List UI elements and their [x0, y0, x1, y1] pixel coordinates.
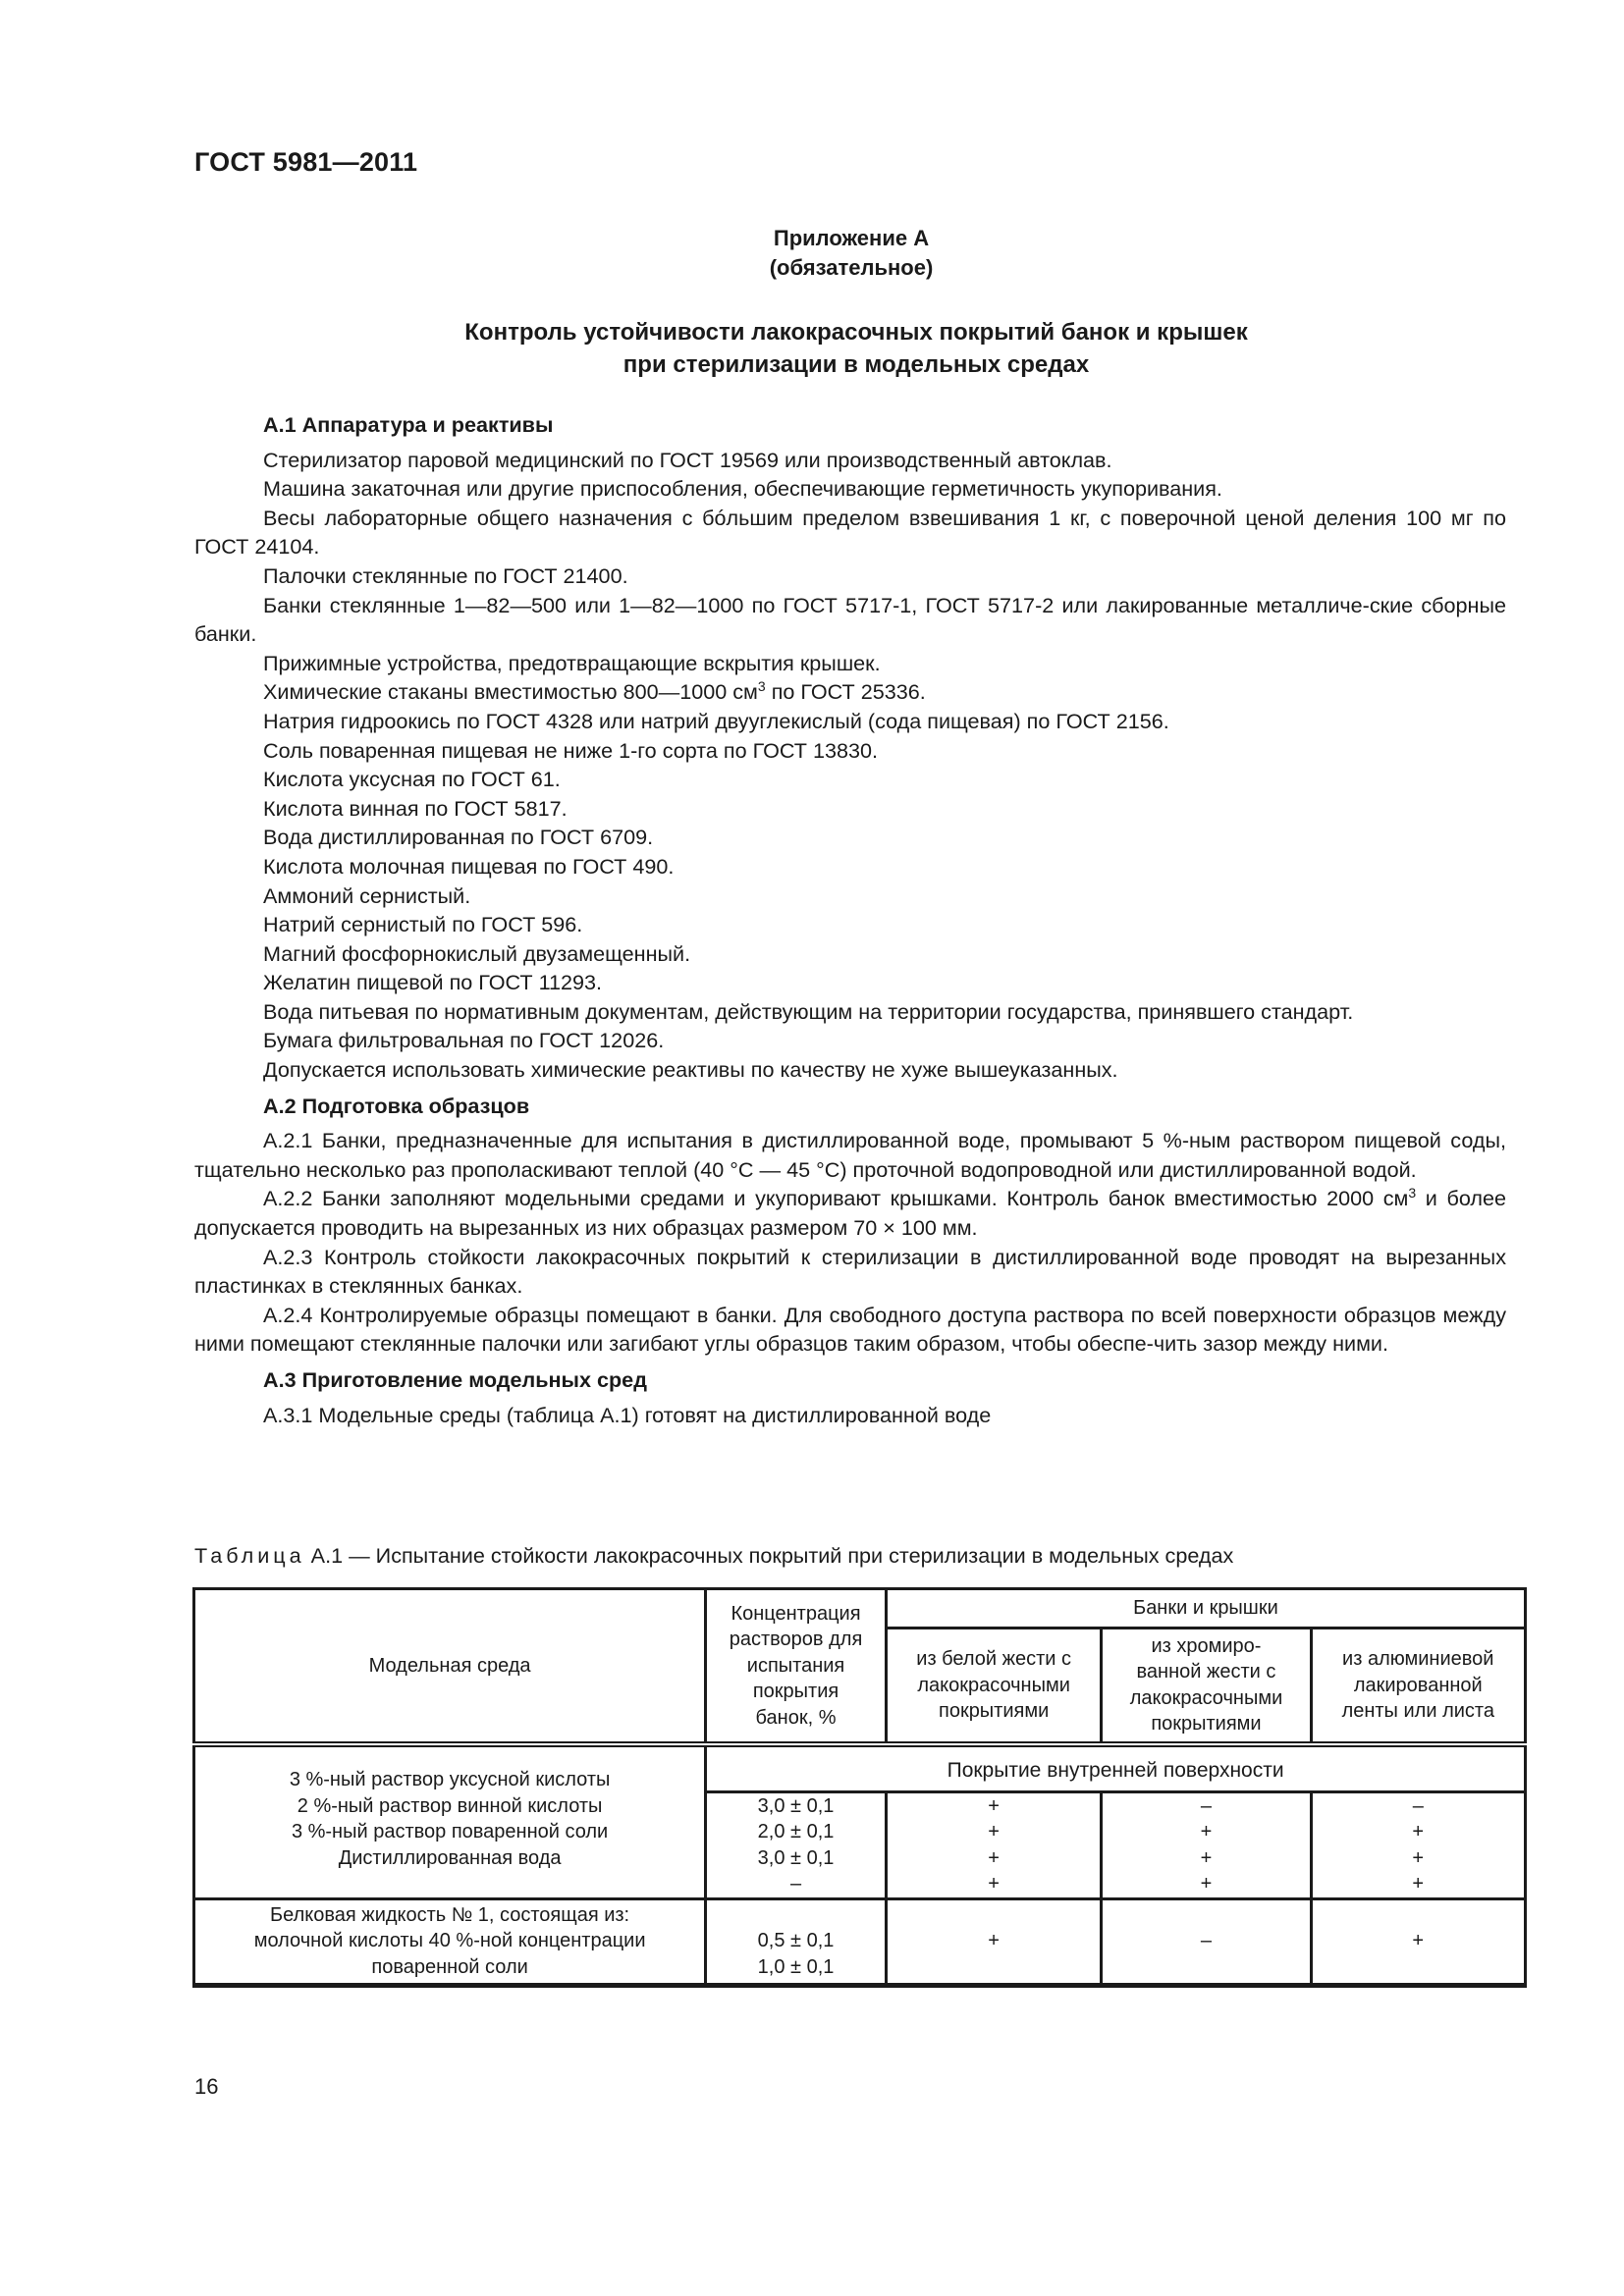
- table-span-row: [194, 1744, 1526, 1792]
- header-line: растворов для: [729, 1629, 863, 1650]
- table-cell: –: [789, 1873, 802, 1895]
- list-item: Вода дистиллированная по ГОСТ 6709.: [263, 825, 654, 850]
- list-item: Соль поваренная пищевая не ниже 1-го сорта по ГОСТ 13830.: [263, 737, 879, 763]
- header-line: лакированной: [1353, 1674, 1483, 1696]
- table-cell: [713, 1902, 879, 1929]
- header-line: покрытиями: [1151, 1713, 1262, 1735]
- paragraph-a2-2: [194, 1184, 1506, 1242]
- table-row: [194, 1898, 1526, 1985]
- header-line: лакокрасочными: [1129, 1686, 1283, 1709]
- group2-white-tin: +: [886, 1898, 1102, 1985]
- list-item: Аммоний сернистый.: [263, 882, 471, 908]
- list-item: Желатин пищевой по ГОСТ 11293.: [263, 970, 603, 995]
- table-cell: –: [1200, 1794, 1213, 1817]
- table-cell: 1,0 ± 0,1: [757, 1955, 835, 1978]
- paragraph-a3-1: А.3.1 Модельные среды (таблица А.1) готовят на дистиллированной воде: [263, 1402, 992, 1427]
- header-chrome-tin: [1102, 1629, 1311, 1744]
- list-item-text: Химические стаканы вместимостью 800—1000 см: [263, 679, 758, 705]
- list-item: Вода питьевая по нормативным документам, действующим на территории государства, принявшего стандарт.: [263, 998, 1354, 1024]
- list-item: Весы лабораторные общего назначения с бóльшим пределом взвешивания 1 кг, с поверочной ценой деления 100 мг по ГОСТ 24104.: [194, 505, 1506, 560]
- header-aluminium: [1311, 1629, 1525, 1744]
- table-header-row: [194, 1589, 1526, 1629]
- superscript: 3: [757, 678, 766, 695]
- header-model-environment: Модельная среда: [194, 1589, 706, 1744]
- group1-aluminium: [1311, 1791, 1525, 1898]
- header-line: покрытиями: [938, 1700, 1050, 1722]
- list-item: Кислота молочная пищевая по ГОСТ 490.: [263, 853, 675, 879]
- table-cell: –: [1412, 1794, 1424, 1817]
- document-id: ГОСТ 5981—2011: [194, 147, 418, 177]
- list-item: Кислота винная по ГОСТ 5817.: [263, 795, 568, 821]
- paragraph-a2-1: А.2.1 Банки, предназначенные для испытания в дистиллированной воде, промывают 5 %-ным раствором пищевой соды, тщательно несколько раз прополаскивают теплой (40 °С — 45 °С) проточной водопроводной или дистиллированной водой.: [194, 1128, 1506, 1182]
- header-concentration: [706, 1589, 887, 1744]
- list-item: Прижимные устройства, предотвращающие вскрытия крышек.: [263, 650, 881, 675]
- table-cell: 3 %-ный раствор поваренной соли: [291, 1821, 609, 1842]
- group1-white-tin: [886, 1791, 1102, 1898]
- section-heading-a2: А.2 Подготовка образцов: [263, 1093, 530, 1118]
- table-cell: +: [1412, 1846, 1425, 1869]
- section-heading-a1: А.1 Аппаратура и реактивы: [263, 412, 554, 437]
- list-item-text-tail: по ГОСТ 25336.: [765, 679, 926, 705]
- header-white-tin: [886, 1629, 1102, 1744]
- table-cell: 2 %-ный раствор винной кислоты: [297, 1794, 603, 1817]
- header-line: банок, %: [755, 1706, 837, 1729]
- table-cell: Белковая жидкость № 1, состоящая из:: [270, 1903, 630, 1926]
- table-caption-text: А.1 — Испытание стойкости лакокрасочных покрытий при стерилизации в модельных средах: [304, 1543, 1234, 1568]
- list-item: Кислота уксусная по ГОСТ 61.: [263, 767, 561, 792]
- list-item: Натрия гидроокись по ГОСТ 4328 или натрий двууглекислый (сода пищевая) по ГОСТ 2156.: [263, 708, 1169, 733]
- header-line: Концентрация: [731, 1602, 861, 1625]
- group1-environments: [194, 1744, 706, 1899]
- annex-title: [0, 316, 1624, 381]
- header-line: испытания: [746, 1654, 845, 1677]
- list-item: Магний фосфорнокислый двузамещенный.: [263, 940, 691, 966]
- header-line: из хромиро-: [1151, 1634, 1262, 1657]
- table-cell: молочной кислоты 40 %-ной концентрации: [253, 1930, 646, 1952]
- annex-label: Приложение А: [773, 226, 930, 250]
- group2-aluminium: +: [1311, 1898, 1525, 1985]
- list-item: Палочки стеклянные по ГОСТ 21400.: [263, 562, 628, 588]
- data-table: [192, 1587, 1527, 1988]
- header-line: ванной жести с: [1136, 1661, 1276, 1683]
- header-line: из алюминиевой: [1342, 1648, 1494, 1670]
- table-cell: +: [988, 1794, 1000, 1817]
- list-item: Бумага фильтровальная по ГОСТ 12026.: [263, 1028, 665, 1053]
- table-cell: 3,0 ± 0,1: [757, 1794, 835, 1817]
- annex-title-line-2: при стерилизации в модельных средах: [623, 351, 1090, 378]
- table-caption-label: Таблица: [194, 1543, 305, 1568]
- header-line: покрытия: [752, 1681, 839, 1702]
- group2-environment: [194, 1898, 706, 1985]
- annex-heading: [0, 224, 1624, 283]
- table-cell: поваренной соли: [371, 1955, 528, 1978]
- paragraph-text-tail: и более допускается проводить на вырезанных из них образцах размером 70 × 100 мм.: [194, 1186, 1506, 1241]
- list-item: Машина закаточная или другие приспособления, обеспечивающие герметичность укупоривания.: [263, 476, 1222, 502]
- list-item: [194, 677, 1506, 707]
- paragraph-text: А.2.2 Банки заполняют модельными средами и укупоривают крышками. Контроль банок вместимостью 2000 см: [263, 1186, 1409, 1211]
- table-cell: 2,0 ± 0,1: [757, 1821, 835, 1842]
- header-group-cans-lids: Банки и крышки: [886, 1589, 1525, 1629]
- header-line: из белой жести с: [916, 1648, 1071, 1670]
- table-cell: +: [1200, 1873, 1213, 1895]
- group2-concentrations: [706, 1898, 887, 1985]
- annex-status: (обязательное): [769, 255, 934, 280]
- table-cell: +: [988, 1873, 1000, 1895]
- list-item: Стерилизатор паровой медицинский по ГОСТ 19569 или производственный автоклав.: [263, 447, 1112, 472]
- list-item: Допускается использовать химические реактивы по качеству не хуже вышеуказанных.: [263, 1057, 1118, 1083]
- superscript: 3: [1408, 1185, 1417, 1201]
- table-cell: +: [1200, 1821, 1213, 1842]
- table-cell: 3,0 ± 0,1: [757, 1846, 835, 1869]
- section-heading-a3: А.3 Приготовление модельных сред: [263, 1367, 647, 1392]
- annex-title-line-1: Контроль устойчивости лакокрасочных покрытий банок и крышек: [464, 319, 1248, 346]
- group1-chrome-tin: [1102, 1791, 1311, 1898]
- page-number: 16: [194, 2074, 219, 2099]
- table-cell: 0,5 ± 0,1: [757, 1930, 835, 1952]
- document-body: [194, 410, 1506, 1429]
- header-line: лакокрасочными: [917, 1674, 1070, 1696]
- table-cell: +: [1200, 1846, 1213, 1869]
- table-cell: +: [988, 1821, 1000, 1842]
- inner-surface-coating-label: Покрытие внутренней поверхности: [706, 1744, 1526, 1792]
- table-cell: +: [1412, 1821, 1425, 1842]
- paragraph-a2-3: А.2.3 Контроль стойкости лакокрасочных покрытий к стерилизации в дистиллированной воде проводят на вырезанных пластинках в стеклянных банках.: [194, 1244, 1506, 1299]
- list-item: Банки стеклянные 1—82—500 или 1—82—1000 по ГОСТ 5717-1, ГОСТ 5717-2 или лакированные металличе-ские сборные банки.: [194, 592, 1506, 647]
- header-line: ленты или листа: [1341, 1700, 1494, 1722]
- list-item: Натрий сернистый по ГОСТ 596.: [263, 912, 583, 937]
- group1-concentrations: [706, 1791, 887, 1898]
- table-cell: +: [1412, 1873, 1425, 1895]
- table-caption: [194, 1541, 1233, 1571]
- table-cell: 3 %-ный раствор уксусной кислоты: [289, 1769, 611, 1790]
- paragraph-a2-4: А.2.4 Контролируемые образцы помещают в банки. Для свободного доступа раствора по всей поверхности образцов между ними помещают стеклянные палочки или загибают углы образцов таким образом, чтобы обеспе-чить зазор между ними.: [194, 1302, 1506, 1357]
- group2-chrome-tin: –: [1102, 1898, 1311, 1985]
- table-cell: +: [988, 1846, 1000, 1869]
- table-cell: Дистиллированная вода: [338, 1846, 562, 1869]
